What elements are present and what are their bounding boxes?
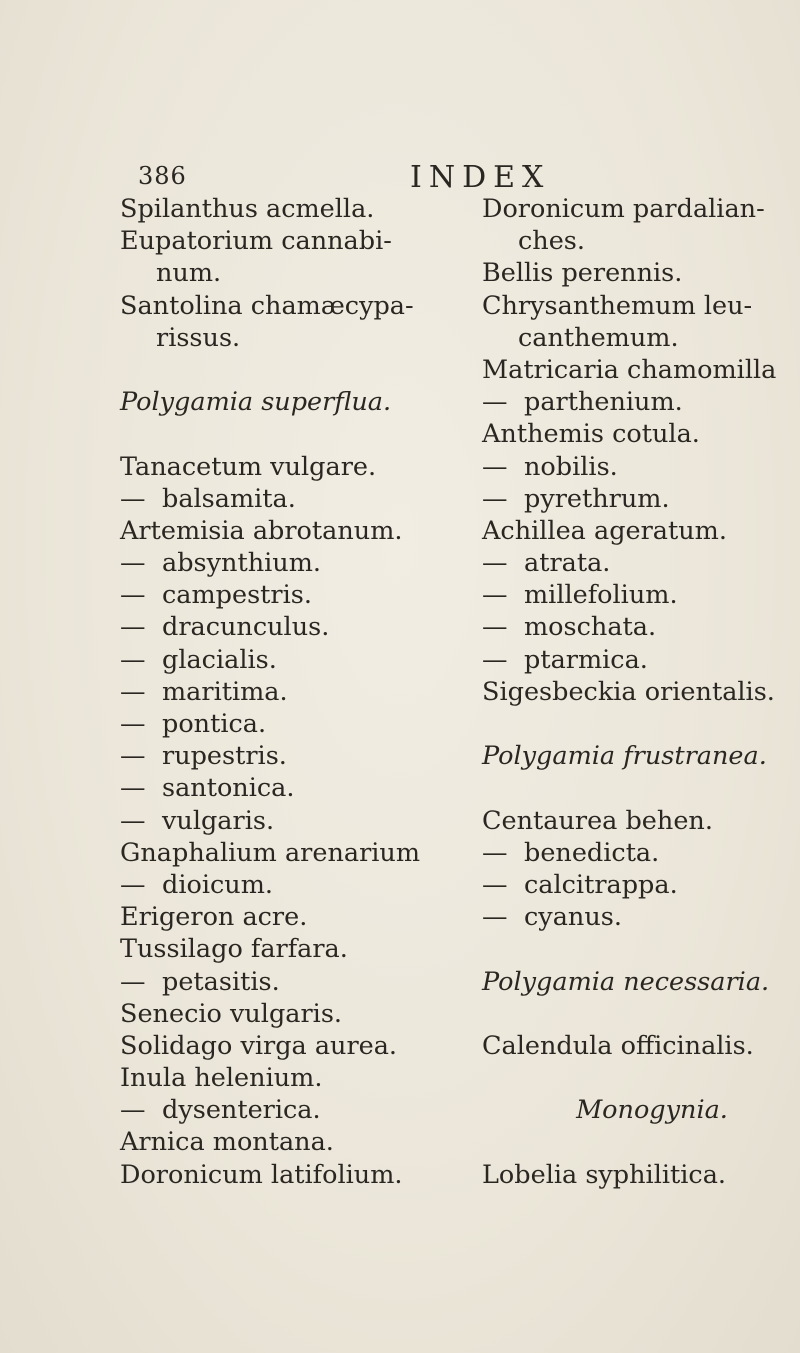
ditto-dash: —: [120, 676, 146, 707]
index-entry: Chrysanthemum leu-: [482, 290, 753, 321]
ditto-dash: —: [482, 483, 508, 514]
running-title: INDEX: [410, 160, 551, 195]
spacer: [482, 1126, 800, 1158]
index-subentry-text: santonica.: [162, 773, 295, 804]
ditto-dash: —: [120, 483, 146, 514]
ditto-dash: —: [120, 709, 146, 739]
index-entry: Gnaphalium arenarium: [120, 837, 421, 868]
index-subentry: [482, 483, 800, 515]
index-entry: Bellis perennis.: [482, 258, 683, 289]
index-subentry: [482, 547, 800, 579]
index-subentry-text: cyanus.: [524, 902, 622, 933]
index-subentry-text: campestris.: [162, 580, 312, 611]
ditto-dash: —: [120, 612, 146, 643]
index-entry: Doronicum pardalian-: [482, 194, 765, 224]
index-subentry-text: millefolium.: [524, 580, 678, 611]
ditto-dash: —: [120, 548, 146, 579]
index-subentry-text: benedicta.: [524, 837, 660, 868]
ditto-dash: —: [482, 869, 508, 900]
index-subentry: [482, 901, 800, 933]
index-subentry-text: nobilis.: [524, 451, 618, 482]
index-subentry: [120, 483, 500, 515]
spacer: [482, 708, 800, 740]
index-entry: Centaurea behen.: [482, 805, 713, 836]
ditto-dash: —: [482, 580, 508, 611]
ditto-dash: —: [120, 1095, 146, 1126]
index-subentry: [120, 611, 500, 643]
index-subentry-text: glacialis.: [162, 644, 277, 675]
index-subentry: [120, 966, 500, 998]
index-subentry: [120, 708, 500, 740]
ditto-dash: —: [482, 548, 508, 579]
spacer: [482, 1062, 800, 1094]
index-subentry-text: balsamita.: [162, 483, 296, 514]
section-heading: Polygamia superflua.: [120, 387, 392, 418]
ditto-dash: —: [482, 644, 508, 675]
index-subentry-text: absynthium.: [162, 548, 321, 579]
ditto-dash: —: [120, 805, 146, 836]
page-header: [0, 160, 800, 196]
spacer: [120, 354, 500, 386]
index-subentry: [120, 579, 500, 611]
ditto-dash: —: [482, 837, 508, 868]
index-subentry: [120, 805, 500, 837]
index-entry: Santolina chamæcypa-: [120, 290, 414, 321]
index-entry: Matricaria chamomilla: [482, 354, 777, 385]
index-subentry: [120, 772, 500, 804]
index-subentry-text: rupestris.: [162, 741, 287, 772]
ditto-dash: —: [482, 387, 508, 418]
index-entry-continuation: rissus.: [156, 322, 241, 353]
index-subentry-text: pyrethrum.: [524, 483, 670, 514]
ditto-dash: —: [482, 902, 508, 933]
page-number: 386: [138, 162, 187, 190]
index-entry: Spilanthus acmella.: [120, 194, 375, 224]
index-entry: Doronicum latifolium.: [120, 1159, 403, 1190]
index-subentry: [120, 676, 500, 708]
index-subentry: [120, 1094, 500, 1126]
index-subentry: [482, 611, 800, 643]
index-subentry-text: dracunculus.: [162, 612, 330, 643]
index-entry: Senecio vulgaris.: [120, 998, 343, 1029]
index-subentry: [120, 740, 500, 772]
index-subentry-text: parthenium.: [524, 387, 683, 418]
ditto-dash: —: [120, 580, 146, 611]
ditto-dash: —: [120, 869, 146, 900]
ditto-dash: —: [120, 644, 146, 675]
index-entry-continuation: canthemum.: [518, 322, 679, 353]
index-subentry: [482, 451, 800, 483]
index-subentry: [482, 869, 800, 901]
index-entry: Tanacetum vulgare.: [120, 451, 377, 482]
index-entry: Arnica montana.: [120, 1127, 334, 1158]
ditto-dash: —: [120, 773, 146, 804]
spacer: [120, 418, 500, 450]
index-entry: Solidago virga aurea.: [120, 1030, 398, 1061]
index-subentry: [120, 869, 500, 901]
index-entry: Erigeron acre.: [120, 902, 308, 933]
index-subentry: [120, 547, 500, 579]
index-subentry-text: vulgaris.: [162, 805, 275, 836]
spacer: [482, 772, 800, 804]
spacer: [482, 933, 800, 965]
ditto-dash: —: [482, 451, 508, 482]
ditto-dash: —: [120, 741, 146, 772]
section-heading: Monogynia.: [576, 1095, 728, 1126]
index-subentry-text: dysenterica.: [162, 1095, 321, 1126]
index-entry: Sigesbeckia orientalis.: [482, 676, 775, 707]
index-entry: Eupatorium cannabi-: [120, 226, 392, 257]
index-entry: Tussilago farfara.: [120, 934, 348, 965]
index-entry-continuation: num.: [156, 258, 222, 289]
index-subentry-text: pontica.: [162, 709, 267, 739]
index-subentry-text: petasitis.: [162, 966, 280, 997]
index-entry: Inula helenium.: [120, 1063, 323, 1094]
index-entry-continuation: ches.: [518, 226, 585, 257]
ditto-dash: —: [120, 966, 146, 997]
index-entry: Anthemis cotula.: [482, 419, 700, 450]
index-subentry: [482, 386, 800, 418]
right-index-column: [482, 193, 800, 1191]
index-subentry-text: ptarmica.: [524, 644, 648, 675]
index-entry: Artemisia abrotanum.: [120, 515, 403, 546]
index-subentry-text: moschata.: [524, 612, 657, 643]
index-entry: Calendula officinalis.: [482, 1030, 754, 1061]
ditto-dash: —: [482, 612, 508, 643]
index-subentry: [482, 837, 800, 869]
index-subentry-text: dioicum.: [162, 869, 273, 900]
index-subentry-text: atrata.: [524, 548, 611, 579]
index-entry: Achillea ageratum.: [482, 515, 727, 546]
index-entry: Lobelia syphilitica.: [482, 1159, 727, 1190]
index-subentry: [482, 579, 800, 611]
spacer: [482, 998, 800, 1030]
index-subentry-text: calcitrappa.: [524, 869, 678, 900]
index-subentry: [120, 644, 500, 676]
index-subentry: [482, 644, 800, 676]
left-index-column: [120, 193, 500, 1191]
section-heading: Polygamia frustranea.: [482, 741, 767, 772]
section-heading: Polygamia necessaria.: [482, 966, 770, 997]
index-subentry-text: maritima.: [162, 676, 288, 707]
